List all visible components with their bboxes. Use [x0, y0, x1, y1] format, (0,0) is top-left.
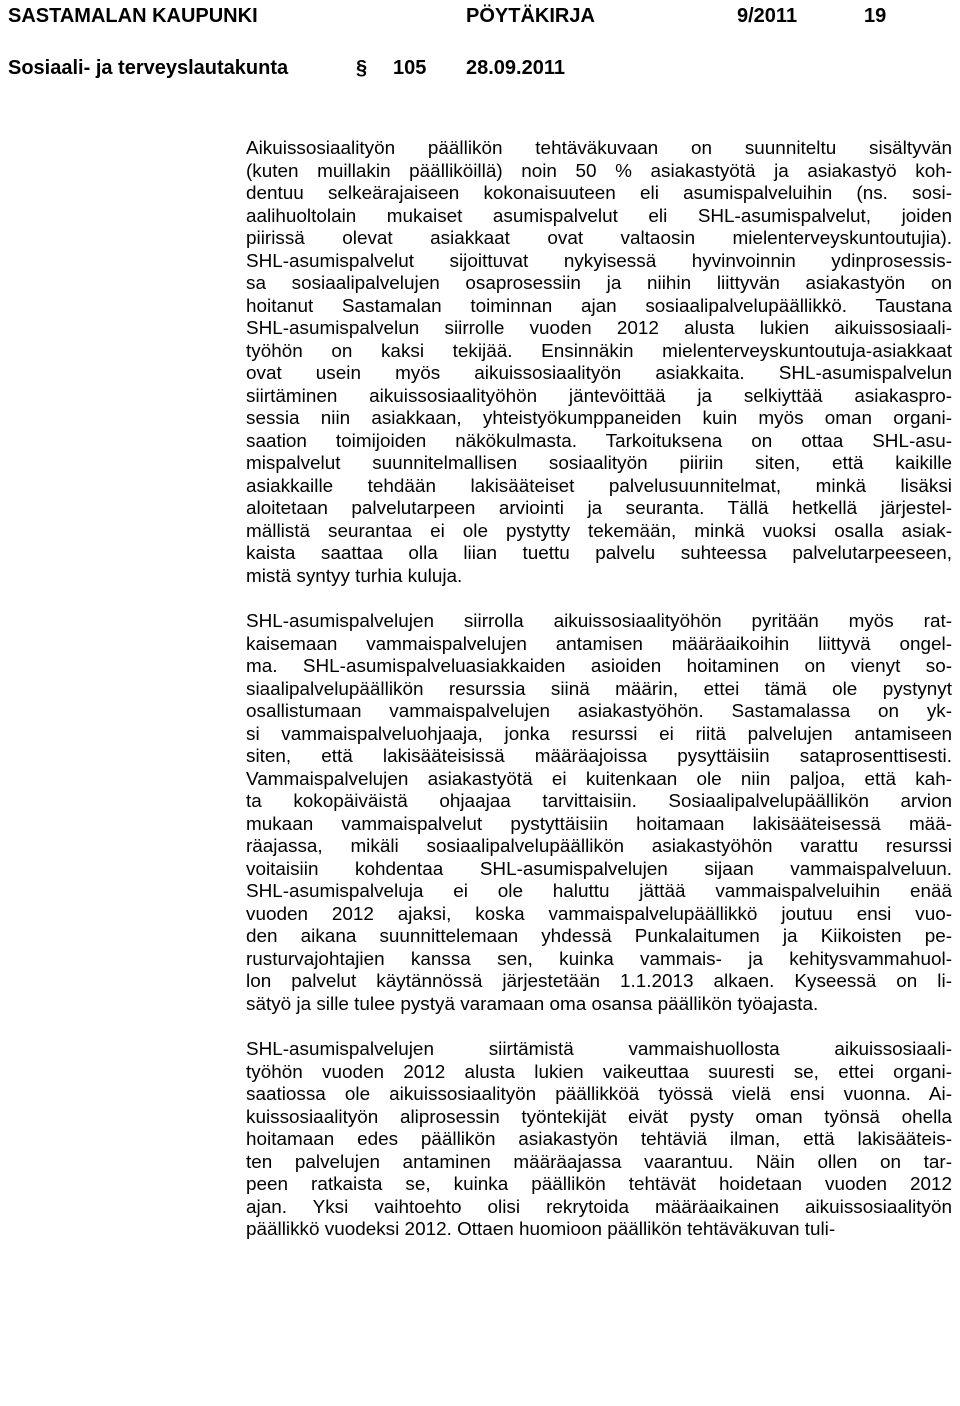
text-line: SHL-asumispalveluja ei ole haluttu jättää vammaispalveluihin enää	[246, 881, 952, 902]
text-line: saatiossa ole aikuissosiaalityön päällikköä työssä vielä ensi vuonna. Ai-	[246, 1084, 952, 1105]
text-line: sessia niin asiakkaan, yhteistyökumppaneiden kuin myös oman organi-	[246, 408, 952, 429]
text-line: si vammaispalveluohjaaja, jonka resurssi ei riitä palvelujen antamiseen	[246, 723, 952, 745]
section-number: 105	[393, 57, 427, 79]
page-number: 19	[864, 5, 887, 27]
text-line: (kuten muillakin päälliköillä) noin 50 % asiakastyötä ja asiakastyö koh-	[246, 160, 952, 182]
text-line: hoitanut Sastamalan toiminnan ajan sosiaalipalvelupäällikkö. Taustana	[246, 295, 952, 317]
text-line: dentuu selkeärajaiseen kokonaisuuteen eli asumispalveluihin (ns. sosi-	[246, 183, 952, 204]
text-line: osallistumaan vammaispalvelujen asiakastyöhön. Sastamalassa on yk-	[246, 701, 952, 722]
text-line: SHL-asumispalvelujen siirtämistä vammaishuollosta aikuissosiaali-	[246, 1039, 952, 1060]
text-line: asiakkaille tehdään lakisääteiset palvelusuunnitelmat, minkä lisäksi	[246, 475, 952, 497]
meeting-date: 28.09.2011	[466, 57, 565, 79]
document-type: PÖYTÄKIRJA	[466, 5, 595, 27]
paragraph	[246, 138, 952, 588]
text-line: kuissosiaalityön aliprosessin työntekijät eivät pysty oman työnsä ohella	[246, 1106, 952, 1128]
organization-name: SASTAMALAN KAUPUNKI	[8, 5, 258, 27]
text-line: räajassa, mikäli sosiaalipalvelupäällikön asiakastyöhön varattu resurssi	[246, 836, 952, 857]
document-number: 9/2011	[737, 5, 798, 27]
text-line: siten, että lakisääteisissä määräajoissa pysyttäisiin sataprosenttisesti.	[246, 746, 952, 767]
text-line: voitaisiin kohdentaa SHL-asumispalvelujen sijaan vammaispalveluun.	[246, 858, 952, 880]
text-line: den aikana suunnittelemaan yhdessä Punkalaitumen ja Kiikoisten pe-	[246, 926, 952, 947]
text-line: SHL-asumispalvelujen siirrolla aikuissosiaalityöhön pyritään myös rat-	[246, 611, 952, 632]
text-line: mukaan vammaispalvelut pystyttäisiin hoitamaan lakisääteisessä mää-	[246, 813, 952, 835]
text-line: Aikuissosiaalityön päällikön tehtäväkuvaan on suunniteltu sisältyvän	[246, 138, 952, 159]
text-line: kaista saattaa olla liian tuettu palvelu suhteessa palvelutarpeeseen,	[246, 543, 952, 564]
paragraph	[246, 1039, 952, 1242]
text-line: peen ratkaista se, kuinka päällikön tehtävät hoidetaan vuoden 2012	[246, 1174, 952, 1195]
text-line: päällikkö vuodeksi 2012. Ottaen huomioon päällikön tehtäväkuvan tuli-	[246, 1219, 836, 1240]
text-line: ten palvelujen antaminen määräajassa vaarantuu. Näin ollen on tar-	[246, 1151, 952, 1173]
section-mark: §	[356, 57, 368, 79]
text-line: siirtäminen aikuissosiaalityöhön jäntevöittää ja selkiyttää asiakaspro-	[246, 385, 952, 407]
page-header	[0, 0, 960, 80]
paragraph	[246, 611, 952, 1016]
text-line: työhön vuoden 2012 alusta lukien vaikeuttaa suuresti se, ettei organi-	[246, 1061, 952, 1083]
text-line: sa sosiaalipalvelujen osaprosessiin ja niihin liittyvän asiakastyön on	[246, 273, 952, 294]
text-line: Vammaispalvelujen asiakastyötä ei kuitenkaan ole niin paljoa, että kah-	[246, 768, 952, 790]
text-line: ovat usein myös aikuissosiaalityön asiakkaita. SHL-asumispalvelun	[246, 363, 952, 384]
text-line: ta kokopäiväistä ohjaajaa tarvittaisiin. Sosiaalipalvelupäällikön arvion	[246, 791, 952, 812]
text-line: mistä syntyy turhia kuluja.	[246, 565, 463, 587]
text-line: vuoden 2012 ajaksi, koska vammaispalvelupäällikkö joutuu ensi vuo-	[246, 903, 952, 925]
text-line: aalihuoltolain mukaiset asumispalvelut eli SHL-asumispalvelut, joiden	[246, 205, 952, 227]
text-line: sätyö ja sille tulee pystyä varamaan oma osansa päällikön työajasta.	[246, 993, 819, 1015]
text-line: SHL-asumispalvelun siirrolle vuoden 2012 alusta lukien aikuissosiaali-	[246, 318, 952, 339]
text-line: rusturvajohtajien kanssa sen, kuinka vammais- ja kehitysvammahuol-	[246, 948, 952, 970]
text-line: mällistä seurantaa ei ole pystytty tekemään, minkä vuoksi osalla asiak-	[246, 520, 952, 542]
text-line: kaisemaan vammaispalvelujen antamisen määräaikoihin liittyvä ongel-	[246, 633, 952, 655]
text-line: hoitamaan edes päällikön asiakastyön tehtäviä ilman, että lakisääteis-	[246, 1129, 952, 1150]
body-text	[246, 138, 952, 1242]
text-line: ma. SHL-asumispalveluasiakkaiden asioiden hoitaminen on vienyt so-	[246, 656, 952, 677]
text-line: siaalipalvelupäällikön resurssia siinä määrin, ettei tämä ole pystynyt	[246, 678, 952, 700]
text-line: lon palvelut käytännössä järjestetään 1.1.2013 alkaen. Kyseessä on li-	[246, 971, 952, 992]
board-name: Sosiaali- ja terveyslautakunta	[8, 57, 289, 79]
text-line: mispalvelut suunnitelmallisen sosiaalityön piiriin siten, että kaikille	[246, 453, 952, 474]
text-line: saation toimijoiden näkökulmasta. Tarkoituksena on ottaa SHL-asu-	[246, 430, 952, 452]
text-line: aloitetaan palvelutarpeen arviointi ja seuranta. Tällä hetkellä järjestel-	[246, 498, 952, 519]
text-line: ajan. Yksi vaihtoehto olisi rekrytoida määräaikainen aikuissosiaalityön	[246, 1196, 952, 1218]
text-line: työhön on kaksi tekijää. Ensinnäkin mielenterveyskuntoutuja-asiakkaat	[246, 340, 952, 362]
text-line: SHL-asumispalvelut sijoittuvat nykyisessä hyvinvoinnin ydinprosessis-	[246, 250, 952, 272]
text-line: piirissä olevat asiakkaat ovat valtaosin mielenterveyskuntoutujia).	[246, 228, 952, 249]
